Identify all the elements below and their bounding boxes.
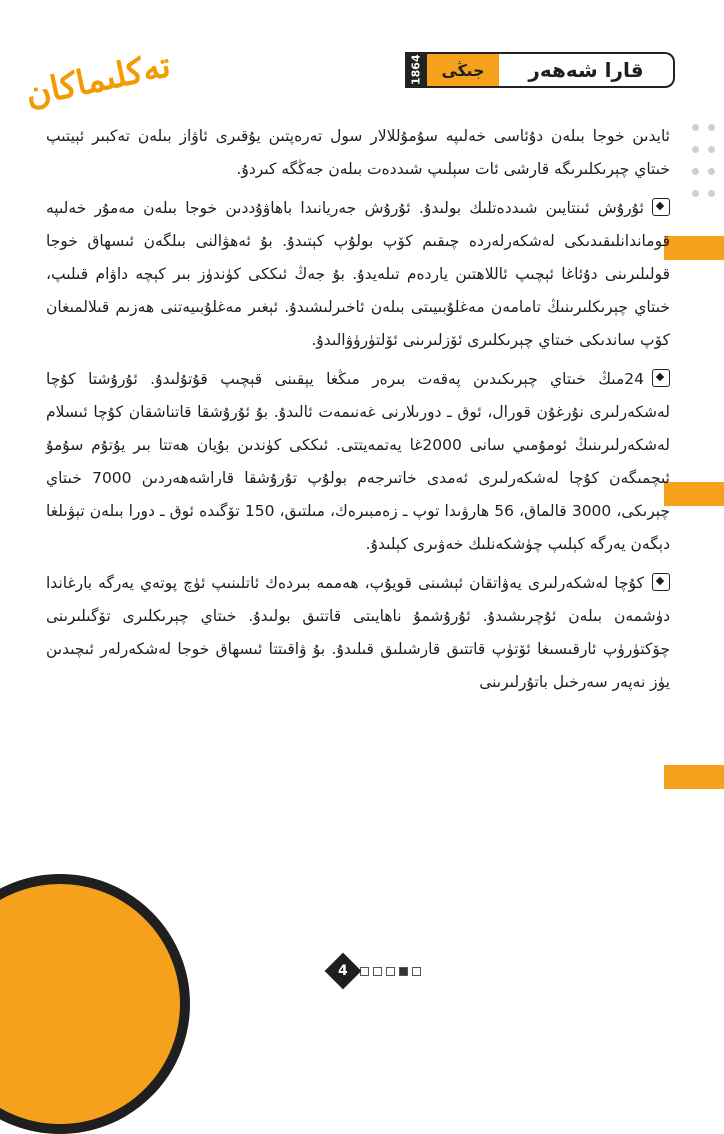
decorative-dots [692, 124, 718, 206]
page-indicator [330, 958, 421, 984]
diamond-bullet-icon [652, 573, 670, 591]
paragraph-text: ئۇرۇش ئىنتايىن شىددەتلىك بولىدۇ. ئۇرۇش جەريانىدا باھاۋۇددىن خوجا بىلەن مەمۇر خەلىپە قوماندانلىقىدىكى لەشكەرلەردە چىقىم كۆپ بولۇپ كېتىدۇ. بۇ ئەھۋالنى بىلگەن ئىسھاق خوجا قولىلىرىنى دۇئاغا ئېچىپ ئاللاھتىن ياردەم تىلەيدۇ. بۇ جەڭ ئىككى كۈندۈز بىر كېچە داۋام قىلىپ، خىتاي چېرىكلىرىنىڭ تامامەن مەغلۇبىيىتى بىلەن ئاخىرلىشىدۇ. ئېغىر مەغلۇبىيەتنى ھەزىم قىلالمىغان كۆپ ساندىكى خىتاي چېرىكلىرى ئۆزلىرىنى ئۆلتۈرۈۋالىدۇ. [46, 199, 670, 349]
page-dot [386, 967, 395, 976]
paragraph [46, 567, 670, 699]
page-title: قارا شەھەر [499, 52, 675, 88]
section-tag: جىڭى [427, 52, 499, 88]
paragraph [46, 192, 670, 357]
paragraph-marker-bar [664, 236, 724, 260]
corner-decoration [0, 874, 190, 1134]
year-label: 1864 [405, 52, 427, 88]
paragraph-marker-bar [664, 482, 724, 506]
logo: تەكلىماكان [21, 45, 175, 115]
page-dot-active [399, 967, 408, 976]
page-dot [412, 967, 421, 976]
page-header [405, 52, 675, 88]
diamond-bullet-icon [652, 369, 670, 387]
paragraph-marker-bar [664, 765, 724, 789]
paragraph [46, 363, 670, 561]
paragraph [46, 120, 670, 186]
diamond-bullet-icon [652, 198, 670, 216]
paragraph-text: ئايدىن خوجا بىلەن دۇئاسى خەلىپە سۇمۇللالار سول تەرەپتىن يۇقىرى ئاۋاز بىلەن تەكبىر ئېيتىپ خىتاي چېرىكلىرىگە قارشى ئات سېلىپ شىددەت بىلەن جەڭگە كىردۇ. [46, 127, 670, 178]
paragraph-text: كۇچا لەشكەرلىرى يەۋاتقان ئېشىنى قويۇپ، ھەممە بىردەك ئاتلىنىپ ئۈچ پوتەي يەرگە بارغاندا دۈشمەن بىلەن ئۇچرىشىدۇ. ئۇرۇشمۇ ناھايىتى قاتتىق بولىدۇ. خىتاي چېرىكلىرى تۆگىلىرىنى چۆكتۈرۈپ ئارقىسىغا ئۆتۈپ قاتتىق قارشىلىق قىلىدۇ. بۇ ۋاقىتتا ئىسھاق خوجا لەشكەرلەر ئىچىدىن يۈز نەپەر سەرخىل باتۇرلىرىنى [46, 574, 670, 691]
paragraph-text: 24مىڭ خىتاي چېرىكىدىن پەقەت بىرەر مىڭغا يېقىنى قېچىپ قۇتۇلىدۇ. ئۇرۇشتا كۇچا لەشكەرلىرى نۇرغۇن قورال، ئوق ـ دورىلارنى غەنىمەت ئالىدۇ. بۇ ئۇرۇشقا قاتناشقان كۇچا ئىسلام لەشكەرلىرىنىڭ ئومۇمىي سانى 2000غا يەتمەيتتى. ئىككى كۈندىن بۇيان ھەتتا بىر يۇتۇم سۇمۇ ئىچمىگەن كۇچا لەشكەرلىرى ئەمدى خاتىرجەم بولۇپ تۇرۇشقا قاراشەھەردىن 7000 خىتاي چېرىكى، 3000 قالماق، 56 ھارۋىدا توپ ـ زەمبىرەك، مىلتىق، 150 تۆگىدە ئوق ـ دورا بىلەن تېۋىلغا دېگەن يەرگە كېلىپ چۈشكەنلىك خەۋىرى كېلىدۇ. [46, 370, 670, 553]
page-number: 4 [325, 953, 362, 990]
page-dot [373, 967, 382, 976]
article-body [46, 120, 670, 705]
